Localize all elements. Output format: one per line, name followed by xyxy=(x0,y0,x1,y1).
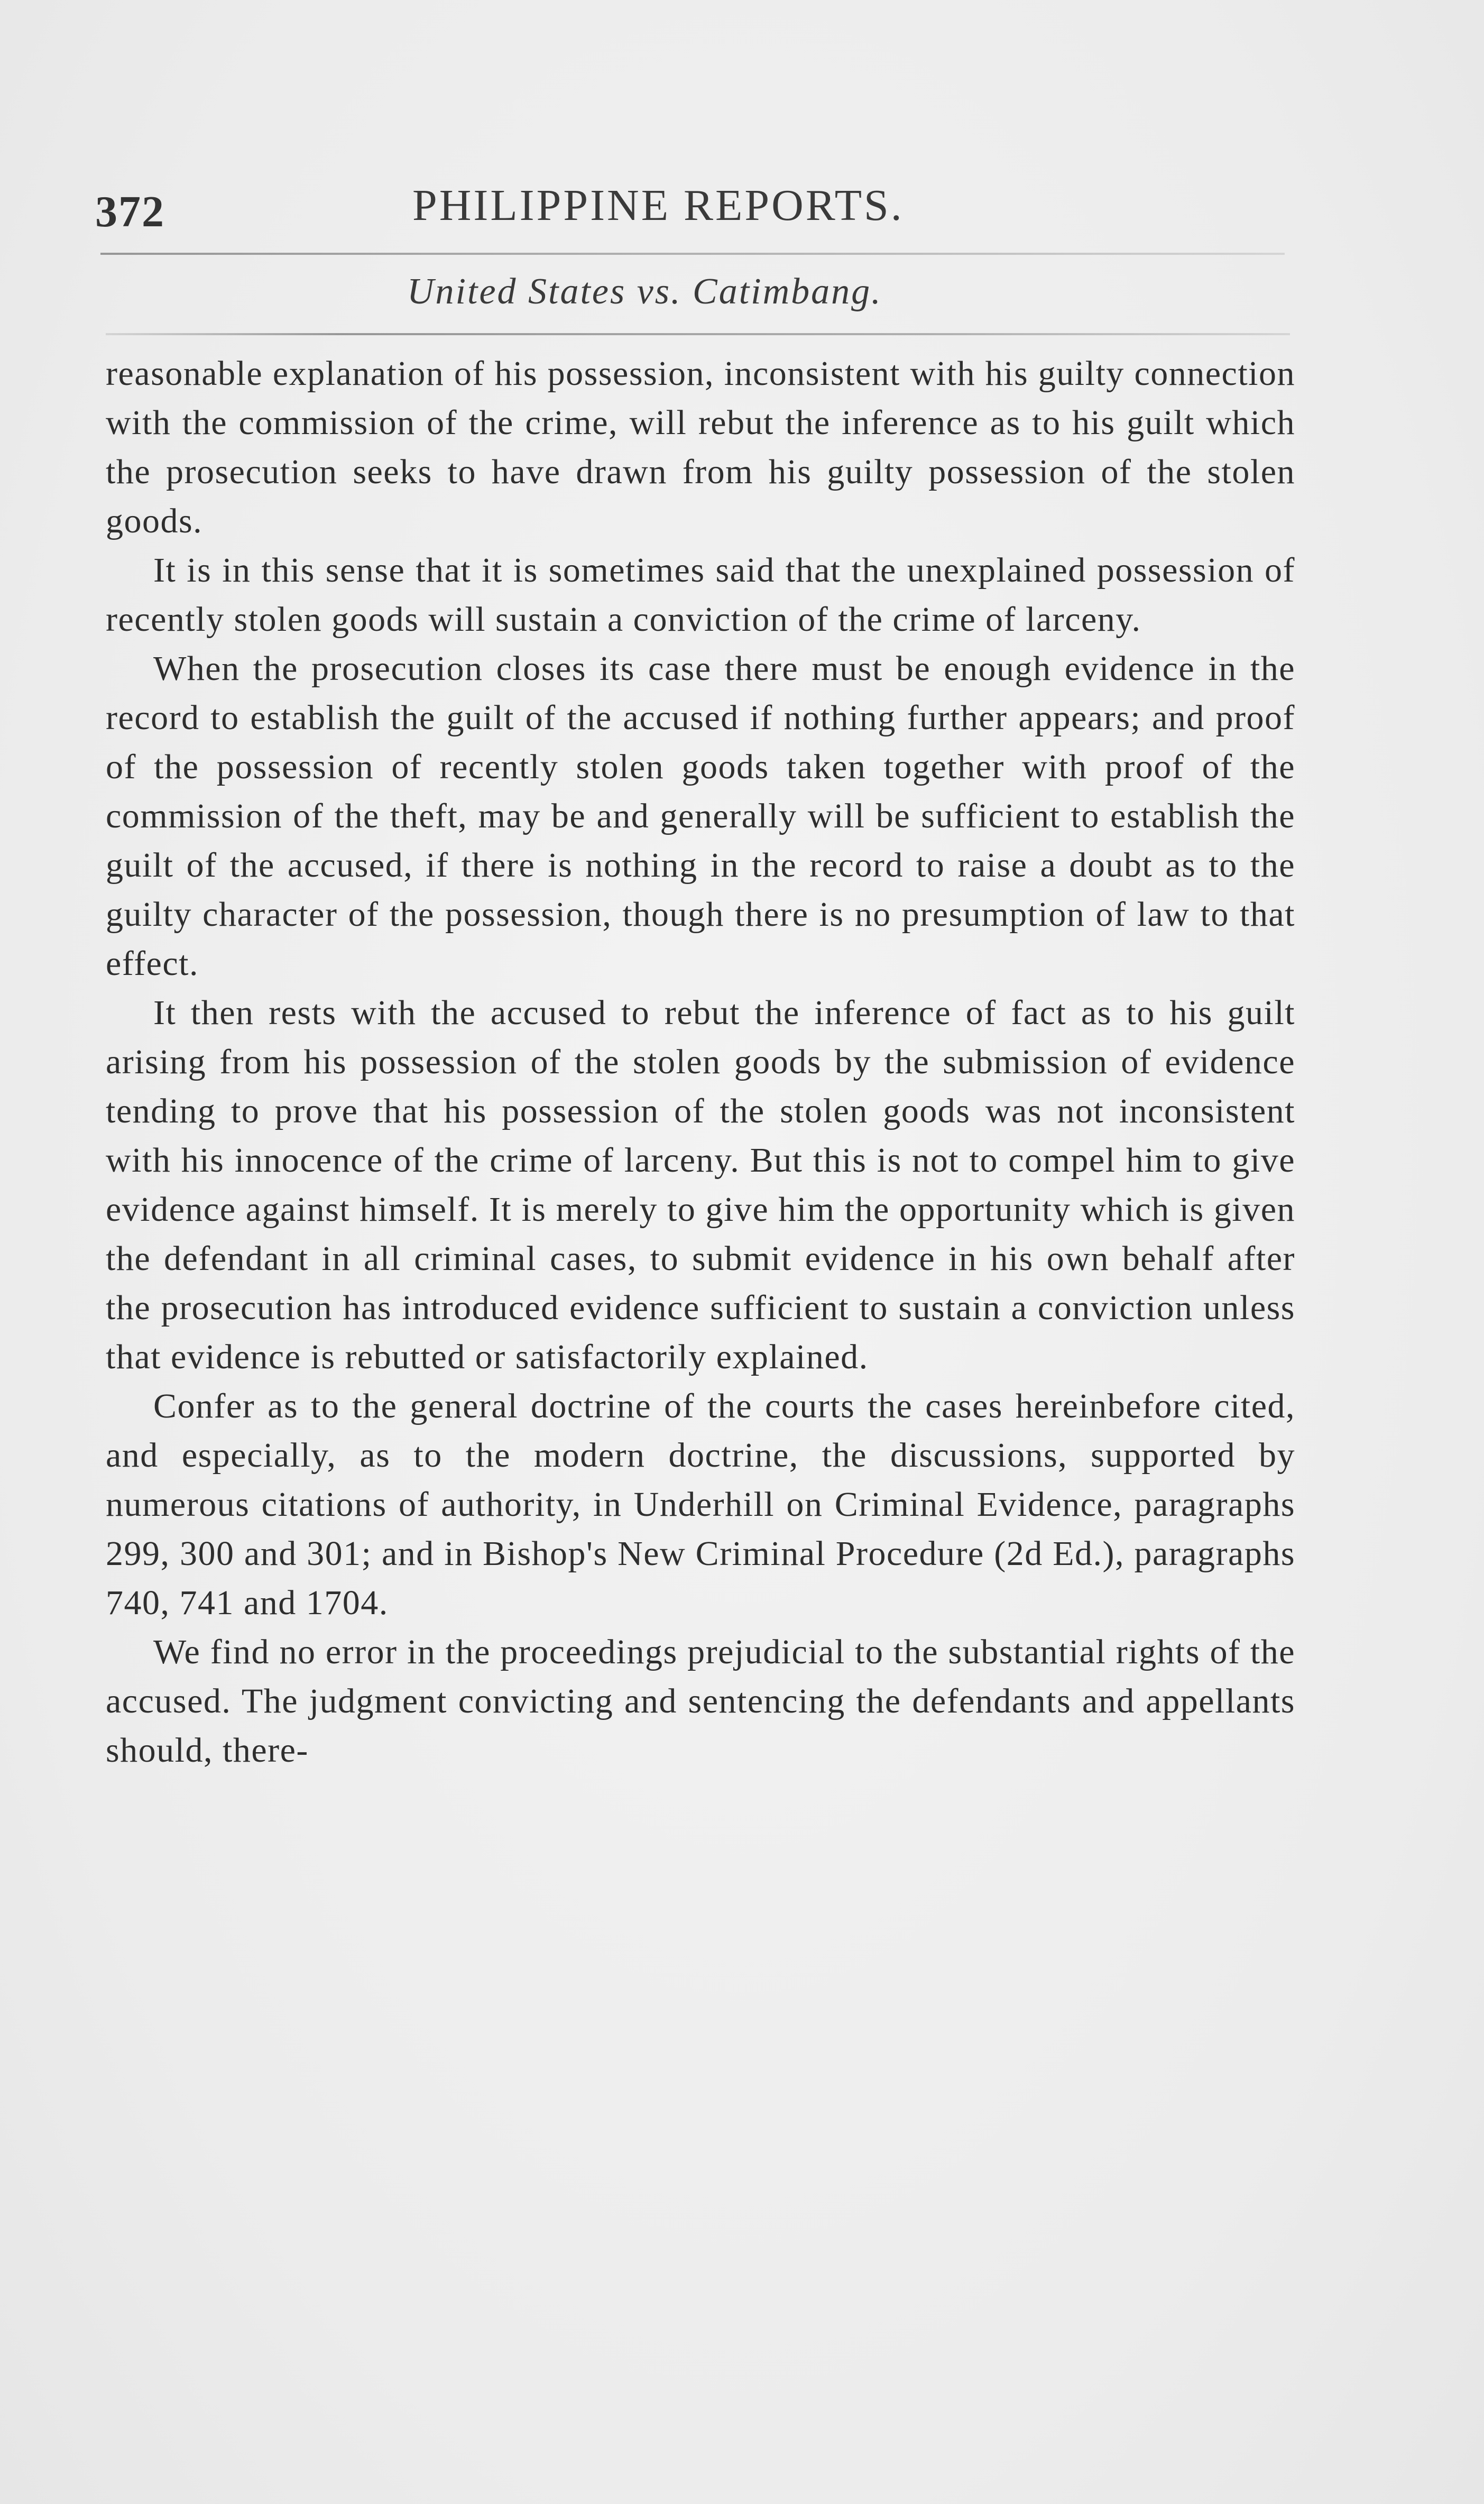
running-title: PHILIPPINE REPORTS. xyxy=(412,181,904,230)
paragraph-continuation: reasonable explanation of his possession, inconsistent with his guilty connection with the commission of the crime, will rebut the inference as to his guilt which the prosecution seeks to have drawn from his guilty possession of the stolen goods. xyxy=(106,354,1295,540)
paragraph: It then rests with the accused to rebut the inference of fact as to his guilt arising from his possession of the stolen goods by the submission of evidence tending to prove that his possession of the stolen goods was not inconsistent with his innocence of the crime of larceny. But this is not to compel him to give evidence against himself. It is merely to give him the opportunity which is given the defendant in all criminal cases, to submit evidence in his own behalf after the prosecution has introduced evidence sufficient to sustain a conviction unless that evidence is rebutted or satisfactorily explained. xyxy=(106,993,1295,1376)
case-title: United States vs. Catimbang. xyxy=(407,271,882,312)
case-title-rule xyxy=(106,333,1290,335)
paragraph: Confer as to the general doctrine of the courts the cases hereinbefore cited, and especially, as to the modern doctrine, the discussions, supported by numerous citations of authority, in Underhill on Criminal Evidence, paragraphs 299, 300 and 301; and in Bishop's New Criminal Procedure (2d Ed.), paragraphs 740, 741 and 1704. xyxy=(106,1387,1295,1622)
page-number: 372 xyxy=(95,187,165,236)
paragraph: When the prosecution closes its case there must be enough evidence in the record to establish the guilt of the accused if nothing further appears; and proof of the possession of recently stolen goods taken together with proof of the commission of the theft, may be and generally will be sufficient to establish the guilt of the accused, if there is nothing in the record to raise a doubt as to the guilty character of the possession, though there is no presumption of law to that effect. xyxy=(106,649,1295,983)
paragraph: It is in this sense that it is sometimes said that the unexplained possession of recently stolen goods will sustain a conviction of the crime of larceny. xyxy=(106,551,1295,639)
paragraph: We find no error in the proceedings prejudicial to the substantial rights of the accused. The judgment convicting and sentencing the defendants and appellants should, there- xyxy=(106,1633,1295,1770)
header-rule xyxy=(100,253,1285,255)
body-text xyxy=(106,349,1295,1775)
